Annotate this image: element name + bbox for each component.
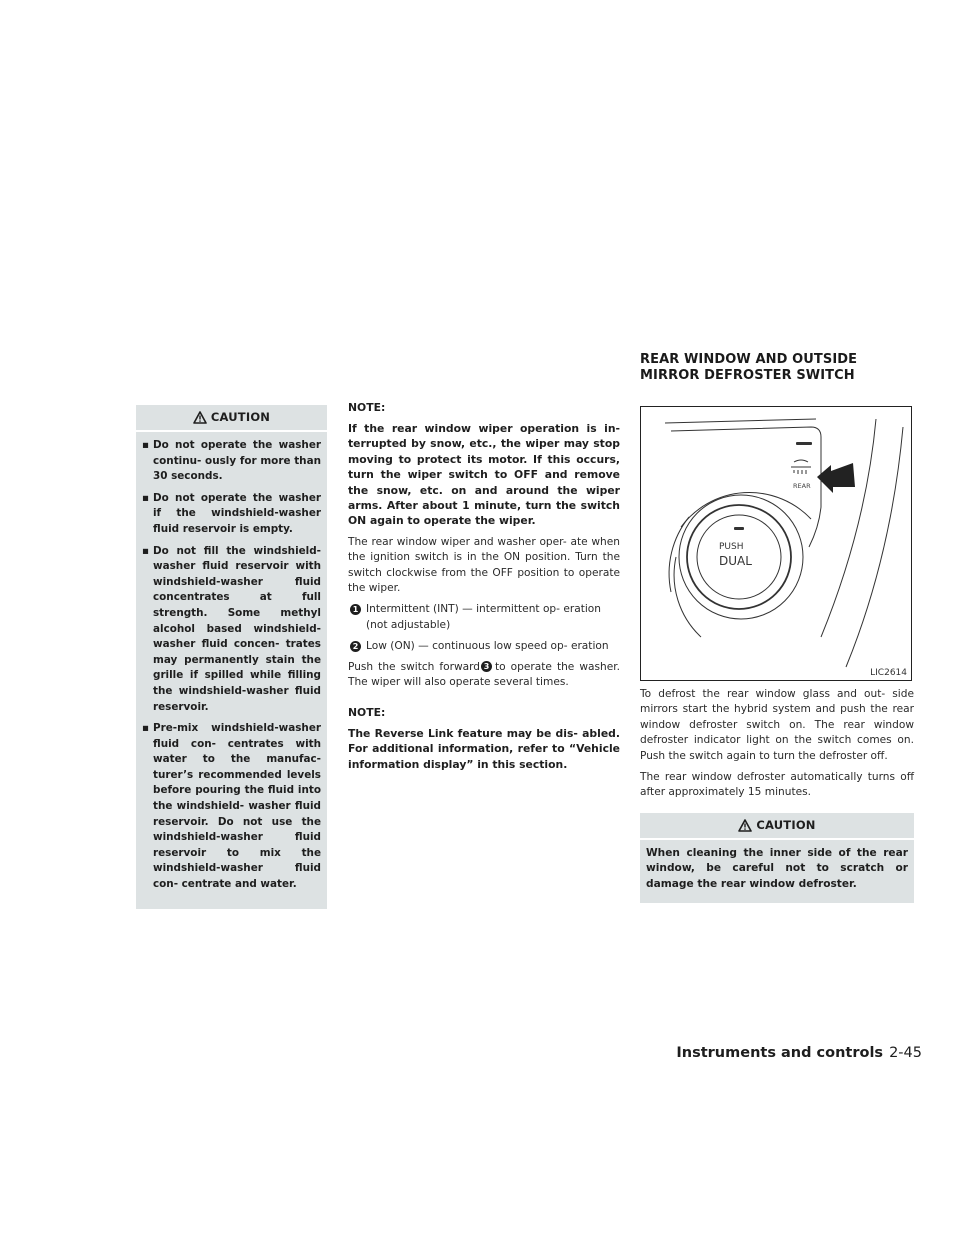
bullet-dot: ▪ [142, 544, 150, 557]
caution-text: When cleaning the inner side of the rear window, be careful not to scratch or damage the rear window defroster. [646, 846, 908, 891]
footer-section-title: Instruments and controls [676, 1045, 884, 1061]
list-item-low: 2 Low (ON) — continuous low speed op- eration [348, 639, 620, 654]
rear-label: REAR [793, 482, 811, 490]
wiper-intro-paragraph: The rear window wiper and washer oper- ate when the ignition switch is in the ON position. Turn the switch clockwise from the OFF position to operate the wiper. [348, 535, 620, 595]
caution-bullet: ▪ Pre-mix windshield-washer fluid con- centrates with water to the manufac- turer’s recommended levels before pouring the fluid into the windshield- washer fluid reservoir. Do not use the windshield-washer fluid reservoir to mix the windshield-washer fluid con- centrate and water. [142, 722, 321, 891]
caution-box-washer [136, 405, 327, 909]
caution-title: CAUTION [756, 817, 816, 832]
caution-box-defroster [640, 813, 914, 903]
note-label: NOTE: [348, 705, 386, 719]
dual-label: DUAL [719, 554, 752, 568]
caution-title: CAUTION [210, 410, 271, 424]
note-label: NOTE: [348, 401, 386, 414]
caution-bullet: ▪ Do not operate the washer continu- ously for more than 30 seconds. [142, 439, 321, 483]
caution-header [640, 813, 914, 840]
caution-bullet: ▪ Do not fill the windshield-washer fluid reservoir with windshield-washer fluid concentrates at full strength. Some methyl alcohol based windshield-washer fluid concen- trates may permanently stain the grille if spilled while filling the windshield-washer fluid reservoir. [142, 544, 321, 713]
number-3-icon: 3 [481, 661, 492, 672]
caution-body [136, 432, 327, 909]
defroster-switch-figure [640, 406, 912, 681]
bullet-dot: ▪ [142, 722, 150, 735]
figure-code: LIC2614 [870, 668, 907, 678]
list-item-intermittent: 1 Intermittent (INT) — intermittent op- eration (not adjustable) [348, 602, 620, 632]
defroster-switch-illustration [641, 407, 911, 680]
note-text-reverse-link: The Reverse Link feature may be dis- abled. For additional information, refer to “Vehicle information display” in this section. [348, 726, 620, 771]
caution-bullet: ▪ Do not operate the washer if the windshield-washer fluid reservoir is empty. [142, 491, 321, 535]
warning-icon [738, 819, 752, 832]
bullet-dot: ▪ [142, 491, 150, 504]
section-heading: REAR WINDOW AND OUTSIDE MIRROR DEFROSTER SWITCH [640, 352, 858, 383]
note-text-wiper-interrupt: If the rear window wiper operation is in- terrupted by snow, etc., the wiper may stop moving to protect its motor. If this occurs, turn the wiper switch to OFF and remove the snow, etc. on and around the wiper arms. After about 1 minute, turn the switch ON again to operate the wiper. [348, 422, 620, 528]
defrost-timer-paragraph: The rear window defroster automatically turns off after approximately 15 minutes. [640, 771, 914, 799]
warning-icon [193, 411, 207, 424]
page-footer [676, 1045, 922, 1061]
caution-body [640, 840, 914, 903]
right-column [640, 352, 914, 903]
number-1-icon: 1 [350, 604, 361, 615]
number-2-icon: 2 [350, 641, 361, 652]
washer-push-paragraph: Push the switch forward 3 to operate the washer. The wiper will also operate several times. [348, 661, 620, 689]
page-number: 2-45 [889, 1045, 922, 1061]
push-label: PUSH [719, 542, 744, 552]
bullet-dot: ▪ [142, 439, 150, 451]
defrost-paragraph: To defrost the rear window glass and out- side mirrors start the hybrid system and push the rear window defroster switch on. The rear window defroster indicator light on the switch comes on. Push the switch again to turn the defroster off. [640, 688, 914, 762]
caution-header [136, 405, 327, 432]
middle-column [348, 400, 620, 778]
left-column [136, 405, 327, 909]
